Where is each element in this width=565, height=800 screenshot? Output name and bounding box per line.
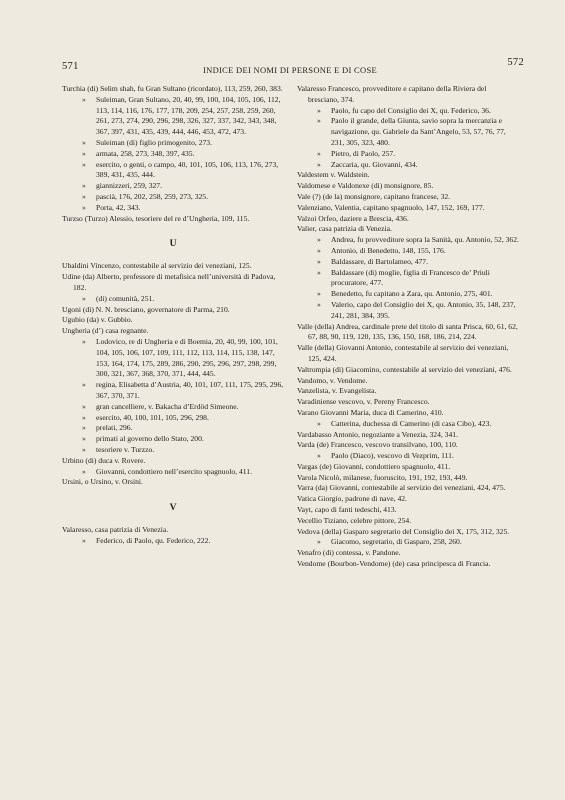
index-column-left bbox=[62, 84, 284, 547]
index-entry bbox=[297, 494, 519, 505]
index-entry bbox=[297, 397, 519, 408]
ditto-mark: » bbox=[317, 256, 321, 266]
ditto-mark: » bbox=[82, 423, 86, 433]
index-subentry bbox=[297, 257, 519, 268]
index-subentry bbox=[62, 160, 284, 182]
index-entry bbox=[297, 440, 519, 451]
index-subentry bbox=[62, 95, 284, 138]
entry-text: Vendome (Bourbon-Vendome) (de) casa principesca di Francia. bbox=[297, 559, 491, 569]
index-entry bbox=[297, 473, 519, 484]
entry-text: Valaresso, casa patrizia di Venezia. bbox=[62, 525, 169, 535]
index-subentry bbox=[62, 445, 284, 456]
entry-text: esercito, 40, 100, 101, 105, 296, 298. bbox=[96, 412, 209, 422]
entry-text: Varano Giovanni Maria, duca di Camerino, 410. bbox=[297, 407, 444, 417]
ditto-mark: » bbox=[317, 148, 321, 158]
entry-text: regina, Elisabetta d’Austria, 40, 101, 107, 111, 175, 295, 296, 367, 370, 371. bbox=[96, 380, 284, 400]
entry-text: Valerio, capo del Consiglio dei X, qu. Antonio, 35, 148, 237, 241, 281, 384, 395. bbox=[331, 299, 516, 320]
entry-text: Vandomo, v. Vendome. bbox=[297, 375, 368, 385]
entry-text: Andrea, fu provveditore sopra la Sanità, qu. Antonio, 52, 362. bbox=[331, 235, 519, 245]
entry-text: Zaccaria, qu. Giovanni, 434. bbox=[331, 159, 418, 169]
index-subentry bbox=[62, 402, 284, 413]
entry-text: Turzso (Turzo) Alessio, tesoriere del re d’Ungheria, 109, 115. bbox=[62, 213, 250, 223]
entry-text: Venafro (di) contessa, v. Pandone. bbox=[297, 548, 401, 558]
index-subentry bbox=[297, 419, 519, 430]
ditto-mark: » bbox=[317, 418, 321, 428]
entry-text: Paolo (Diaco), vescovo di Vezprim, 111. bbox=[331, 451, 454, 461]
entry-text: Federico, di Paolo, qu. Federico, 222. bbox=[96, 535, 211, 545]
index-entry bbox=[62, 305, 284, 316]
ditto-mark: » bbox=[82, 466, 86, 476]
entry-text: Vayt, capo di fanti tedeschi, 413. bbox=[297, 505, 397, 515]
entry-text: giannizzeri, 259, 327. bbox=[96, 181, 163, 191]
entry-text: Turchia (di) Selim shah, fu Gran Sultano (ricordato), 113, 259, 260, 383. bbox=[62, 84, 283, 93]
ditto-mark: » bbox=[82, 137, 86, 147]
entry-text: Vanzelista, v. Evangelista. bbox=[297, 386, 377, 396]
index-entry bbox=[297, 408, 519, 419]
entry-text: Baldassare (di) moglie, figlia di Francesco de’ Priuli procuratore, 477. bbox=[331, 267, 490, 288]
ditto-mark: » bbox=[82, 94, 86, 104]
index-entry bbox=[297, 203, 519, 214]
index-subentry bbox=[62, 203, 284, 214]
entry-text: gran cancelliere, v. Bakacha d’Erdöd Simeone. bbox=[96, 401, 239, 411]
index-entry bbox=[297, 84, 519, 106]
ditto-mark: » bbox=[317, 267, 321, 277]
running-title: INDICE DEI NOMI DI PERSONE E DI COSE bbox=[203, 65, 377, 75]
entry-text: Valdomese e Valdonexe (di) monsignore, 85. bbox=[297, 181, 434, 191]
entry-text: Valle (della) Andrea, cardinale prete del titolo di santa Prisca, 60, 61, 62, 67, 88, 90, 119, 120, 135, 136, 150, 168, 186, 214, 224. bbox=[297, 321, 518, 342]
index-entry bbox=[62, 525, 284, 536]
index-entry bbox=[297, 462, 519, 473]
index-subentry bbox=[297, 149, 519, 160]
index-subentry bbox=[297, 116, 519, 148]
index-subentry bbox=[297, 160, 519, 171]
entry-text: Valenziano, Valentia, capitano spagnuolo, 147, 152, 169, 177. bbox=[297, 202, 485, 212]
index-subentry bbox=[62, 467, 284, 478]
ditto-mark: » bbox=[82, 191, 86, 201]
entry-text: Valzoi Orfeo, daziere a Brescia, 436. bbox=[297, 213, 409, 223]
ditto-mark: » bbox=[317, 537, 321, 547]
entry-text: Ubaldini Vincenzo, contestabile al servizio dei veneziani, 125. bbox=[62, 261, 252, 271]
entry-text: (di) comunità, 251. bbox=[96, 293, 155, 303]
entry-text: Ursini, o Ursino, v. Orsini. bbox=[62, 477, 143, 487]
index-subentry bbox=[62, 413, 284, 424]
entry-text: Urbino (di) duca v. Rovere. bbox=[62, 455, 146, 465]
entry-text: Ungheria (d’) casa regnante. bbox=[62, 326, 149, 336]
entry-text: Vecellio Tiziano, celebre pittore, 254. bbox=[297, 515, 412, 525]
ditto-mark: » bbox=[82, 434, 86, 444]
entry-text: Varadiniense vescovo, v. Pereny Francesco. bbox=[297, 397, 430, 407]
index-subentry bbox=[297, 246, 519, 257]
entry-text: Valtrompia (di) Giacomino, contestabile al servizio dei veneziani, 476. bbox=[297, 364, 512, 374]
index-entry bbox=[297, 224, 519, 235]
index-entry bbox=[62, 326, 284, 337]
index-subentry bbox=[297, 300, 519, 322]
index-subentry bbox=[62, 434, 284, 445]
index-entry bbox=[62, 84, 284, 95]
entry-text: pascià, 176, 202, 258, 259, 273, 325. bbox=[96, 191, 208, 201]
entry-text: Giovanni, condottiero nell’esercito spagnuolo, 411. bbox=[96, 466, 252, 476]
ditto-mark: » bbox=[82, 401, 86, 411]
index-entry bbox=[297, 322, 519, 344]
entry-text: Valaresso Francesco, provveditore e capitano della Riviera del bresciano, 374. bbox=[297, 84, 487, 104]
ditto-mark: » bbox=[82, 444, 86, 454]
index-subentry bbox=[62, 337, 284, 380]
index-entry bbox=[297, 343, 519, 365]
index-subentry bbox=[297, 106, 519, 117]
index-subentry bbox=[62, 294, 284, 305]
index-entry bbox=[62, 315, 284, 326]
ditto-mark: » bbox=[82, 148, 86, 158]
index-entry bbox=[62, 214, 284, 225]
entry-text: Pietro, di Paolo, 257. bbox=[331, 148, 396, 158]
ditto-mark: » bbox=[317, 105, 321, 115]
index-entry bbox=[297, 548, 519, 559]
entry-text: Udine (da) Alberto, professore di metafisica nell’università di Padova, 182. bbox=[62, 272, 276, 292]
entry-text: Vardabasso Antonio, negoziante a Venezia, 324, 341. bbox=[297, 429, 458, 439]
ditto-mark: » bbox=[82, 535, 86, 545]
entry-text: Ugubio (da) v. Gubbio. bbox=[62, 315, 133, 325]
entry-text: Varra (da) Giovanni, contestabile al servizio dei veneziani, 424, 475. bbox=[297, 483, 506, 493]
index-entry bbox=[297, 181, 519, 192]
entry-text: Catterina, duchessa di Camerino (di casa Cibo), 423. bbox=[331, 418, 492, 428]
ditto-mark: » bbox=[317, 235, 321, 245]
entry-text: Valier, casa patrizia di Venezia. bbox=[297, 224, 392, 234]
index-subentry bbox=[62, 138, 284, 149]
index-entry bbox=[297, 214, 519, 225]
index-entry bbox=[62, 477, 284, 488]
index-entry bbox=[297, 516, 519, 527]
index-subentry bbox=[62, 192, 284, 203]
ditto-mark: » bbox=[317, 159, 321, 169]
index-entry bbox=[297, 365, 519, 376]
entry-text: Ugoni (di) N. N. bresciano, governatore di Parma, 210. bbox=[62, 304, 230, 314]
index-subentry bbox=[297, 289, 519, 300]
entry-text: Varola Nicolò, milanese, fuoruscito, 191, 192, 193, 449. bbox=[297, 472, 468, 482]
index-subentry bbox=[297, 537, 519, 548]
entry-text: Paolo, fu capo del Consiglio dei X, qu. Federico, 36. bbox=[331, 105, 491, 115]
index-subentry bbox=[297, 451, 519, 462]
ditto-mark: » bbox=[317, 245, 321, 255]
entry-text: Paolo il grande, della Giunta, savio sopra la mercanzia e navigazione, qu. Gabriele da Sant’Angelo, 53, 57, 76, 77, 231, 305, 323, 480. bbox=[331, 116, 506, 147]
index-entry bbox=[62, 261, 284, 272]
entry-text: Valle (della) Giovanni Antonio, contestabile al servizio dei veneziani, 125, 424. bbox=[297, 343, 509, 363]
index-column-right bbox=[297, 84, 519, 570]
index-entry bbox=[297, 430, 519, 441]
entry-text: prelati, 296. bbox=[96, 423, 133, 433]
ditto-mark: » bbox=[82, 380, 86, 390]
entry-text: Porta, 42, 343. bbox=[96, 202, 141, 212]
page-number-right: 572 bbox=[507, 57, 524, 68]
running-header bbox=[62, 57, 524, 77]
entry-text: Lodovico, re di Ungheria e di Boemia, 20, 40, 99, 100, 101, 104, 105, 106, 107, 109, 111, 112, 113, 114, 115, 138, 147, 153, 164, 174, 175, 289, 286, 290, 295, 296, 297, 298, 299, 300, 321, 367, 368, 370, 371, 444, 445. bbox=[96, 336, 278, 379]
entry-text: Suleiman, Gran Sultano, 20, 40, 99, 100, 104, 105, 106, 112, 113, 114, 116, 176, 177, 178, 209, 254, 257, 258, 259, 260, 261, 273, 274, 290, 296, 298, 326, 327, 337, 342, 343, 348, 367, 397, 431, 435, 439, 444, 446, 453, 472, 473. bbox=[96, 94, 281, 137]
ditto-mark: » bbox=[317, 116, 321, 126]
ditto-mark: » bbox=[82, 336, 86, 346]
index-entry bbox=[297, 192, 519, 203]
index-entry bbox=[297, 170, 519, 181]
entry-text: Suleiman (di) figlio primogenito, 273. bbox=[96, 137, 213, 147]
ditto-mark: » bbox=[82, 181, 86, 191]
ditto-mark: » bbox=[82, 412, 86, 422]
entry-text: Varda (de) Francesco, vescovo transilvano, 100, 110. bbox=[297, 440, 458, 450]
entry-text: esercito, o genti, o campo, 40, 101, 105, 106, 113, 176, 273, 389, 431, 435, 444. bbox=[96, 159, 279, 180]
entry-text: Baldassare, di Bartolameo, 477. bbox=[331, 256, 429, 266]
index-entry bbox=[297, 483, 519, 494]
entry-text: Vedova (della) Gasparo segretario del Consiglio dei X, 175, 312, 325. bbox=[297, 526, 510, 536]
index-subentry bbox=[297, 235, 519, 246]
index-subentry bbox=[62, 536, 284, 547]
entry-text: Benedetto, fu capitano a Zara, qu. Antonio, 275, 401. bbox=[331, 289, 493, 299]
ditto-mark: » bbox=[82, 159, 86, 169]
ditto-mark: » bbox=[317, 289, 321, 299]
entry-text: Vargas (de) Giovanni, condottiero spagnuolo, 411. bbox=[297, 461, 451, 471]
page-number-left: 571 bbox=[62, 61, 79, 72]
entry-text: Antonio, di Benedetto, 148, 155, 176. bbox=[331, 245, 446, 255]
index-subentry bbox=[62, 149, 284, 160]
entry-text: Vatica Giorgio, padrone di nave, 42. bbox=[297, 494, 407, 504]
index-subentry bbox=[62, 181, 284, 192]
index-entry bbox=[297, 376, 519, 387]
section-letter: V bbox=[169, 503, 177, 514]
entry-text: primati al governo dello Stato, 200. bbox=[96, 434, 204, 444]
index-entry bbox=[62, 272, 284, 294]
index-entry bbox=[62, 456, 284, 467]
ditto-mark: » bbox=[82, 202, 86, 212]
index-entry bbox=[297, 386, 519, 397]
entry-text: Vale (?) (de la) monsignore, capitano francese, 32. bbox=[297, 191, 451, 201]
entry-text: Valdestem v. Waldstein. bbox=[297, 170, 370, 180]
entry-text: tesoriere v. Turzzo. bbox=[96, 444, 155, 454]
entry-text: armata, 258, 273, 348, 397, 435. bbox=[96, 148, 195, 158]
index-subentry bbox=[62, 380, 284, 402]
index-entry bbox=[297, 527, 519, 538]
index-subentry bbox=[62, 423, 284, 434]
entry-text: Giacomo, segretario, di Gasparo, 258, 260. bbox=[331, 537, 462, 547]
ditto-mark: » bbox=[82, 293, 86, 303]
ditto-mark: » bbox=[317, 299, 321, 309]
index-entry bbox=[297, 505, 519, 516]
index-entry bbox=[297, 559, 519, 570]
section-letter: U bbox=[169, 239, 177, 250]
ditto-mark: » bbox=[317, 451, 321, 461]
index-subentry bbox=[297, 268, 519, 290]
